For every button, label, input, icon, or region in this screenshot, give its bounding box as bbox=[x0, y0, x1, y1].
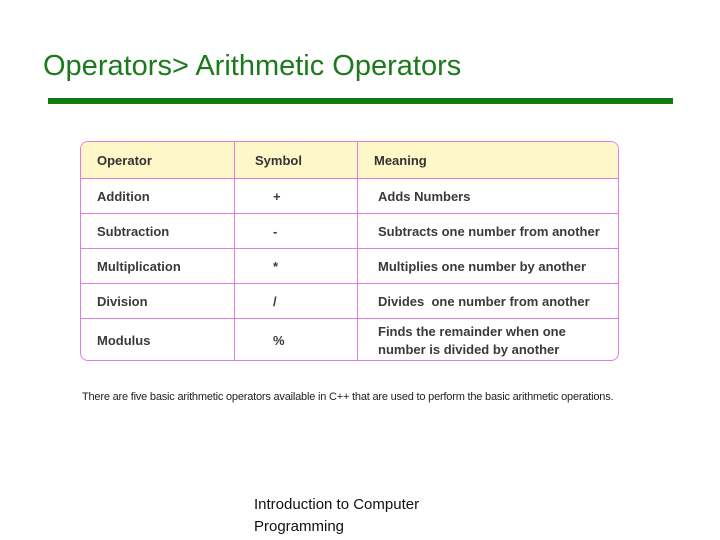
footer-line: Programming bbox=[254, 518, 345, 535]
table-row bbox=[81, 179, 618, 214]
meaning-cell: Subtracts one number from another bbox=[358, 214, 619, 249]
header-operator: Operator bbox=[81, 142, 235, 179]
symbol-cell: % bbox=[235, 319, 358, 362]
table-row bbox=[81, 319, 618, 362]
slide-footer bbox=[254, 494, 419, 538]
operator-cell: Addition bbox=[81, 179, 235, 214]
operators-table bbox=[80, 141, 619, 361]
table-row bbox=[81, 214, 618, 249]
table-header-row bbox=[81, 142, 618, 179]
meaning-cell: Finds the remainder when one number is divided by another bbox=[358, 319, 619, 362]
header-meaning: Meaning bbox=[358, 142, 619, 179]
operator-cell: Modulus bbox=[81, 319, 235, 362]
operator-cell: Multiplication bbox=[81, 249, 235, 284]
symbol-cell: / bbox=[235, 284, 358, 319]
table-row bbox=[81, 249, 618, 284]
table-row bbox=[81, 284, 618, 319]
header-symbol: Symbol bbox=[235, 142, 358, 179]
operator-cell: Division bbox=[81, 284, 235, 319]
symbol-cell: - bbox=[235, 214, 358, 249]
symbol-cell: * bbox=[235, 249, 358, 284]
table-caption: There are five basic arithmetic operators available in C++ that are used to perform the basic arithmetic operations. bbox=[82, 391, 614, 403]
operator-cell: Subtraction bbox=[81, 214, 235, 249]
meaning-cell: Divides one number from another bbox=[358, 284, 619, 319]
title-underline bbox=[48, 98, 673, 104]
meaning-cell: Multiplies one number by another bbox=[358, 249, 619, 284]
footer-line: Introduction to Computer bbox=[254, 496, 420, 513]
meaning-cell: Adds Numbers bbox=[358, 179, 619, 214]
slide-title: Operators> Arithmetic Operators bbox=[43, 50, 462, 82]
symbol-cell: + bbox=[235, 179, 358, 214]
